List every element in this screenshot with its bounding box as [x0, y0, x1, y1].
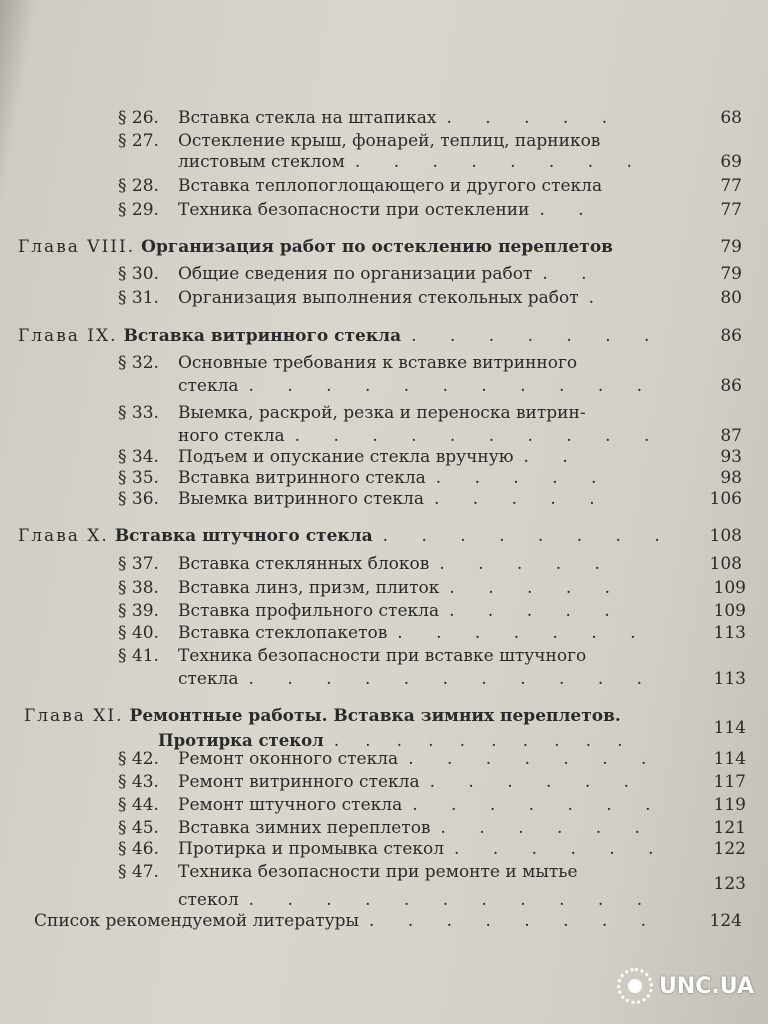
entry-title: Список рекомендуемой литературы — [34, 911, 360, 931]
leader-dots: . . . . . . . . . . — [333, 731, 633, 750]
leader-dots: . . . . . — [449, 601, 624, 621]
entry-title: листовым стеклом — [178, 152, 345, 172]
page-number: 69 — [720, 152, 742, 172]
section-number: § 45. — [118, 818, 159, 838]
entry-title: Выемка витринного стекла — [178, 489, 424, 509]
toc-entry — [118, 771, 643, 793]
page-number: 123 — [713, 874, 746, 894]
leader-dots: . . . . . — [439, 554, 614, 574]
entry-title: Вставка зимних переплетов — [178, 818, 431, 838]
page-number: 77 — [720, 200, 742, 220]
entry-title: Вставка штучного стекла — [114, 526, 373, 546]
leader-dots: . . — [523, 447, 582, 467]
page-number: 109 — [713, 601, 746, 621]
page-number: 77 — [720, 176, 742, 196]
leader-dots: . . . . . . . . . . . — [248, 890, 657, 910]
chapter-entry — [18, 325, 663, 347]
leader-dots: . . . . . — [433, 489, 609, 509]
page-number: 108 — [709, 554, 742, 574]
watermark — [617, 968, 754, 1004]
entry-title: Вставка витринного стекла — [123, 326, 402, 346]
toc-entry — [118, 600, 624, 622]
section-number: § 40. — [118, 623, 159, 643]
entry-title: Организация работ по остеклению переплетов — [141, 237, 613, 257]
toc-entry — [178, 889, 656, 911]
section-number: § 43. — [118, 772, 159, 792]
page-number: 109 — [713, 578, 746, 598]
section-number: § 36. — [118, 489, 159, 509]
page-number: 124 — [709, 911, 742, 931]
toc-entry — [118, 488, 609, 510]
entry-title: Вставка теплопоглощающего и другого стекла — [178, 176, 603, 196]
toc-entry — [178, 151, 646, 173]
section-number: § 38. — [118, 578, 159, 598]
entry-title: стекла — [178, 376, 239, 396]
section-number: § 46. — [118, 839, 159, 859]
section-number: § 30. — [118, 264, 159, 284]
entry-title: Организация выполнения стекольных работ — [178, 288, 579, 308]
leader-dots: . . . . . — [449, 578, 625, 598]
page-number: 68 — [720, 108, 742, 128]
toc-entry — [118, 467, 610, 489]
leader-dots: . . . . . . . — [397, 623, 650, 643]
chapter-label: Глава XI. — [24, 706, 124, 726]
leader-dots: . . . . . . . . — [369, 911, 661, 931]
toc-entry — [118, 402, 586, 424]
page-number: 113 — [713, 669, 746, 689]
toc-entry — [118, 263, 601, 285]
entry-title: стекла — [178, 669, 239, 689]
chapter-label: Глава X. — [18, 526, 109, 546]
chapter-entry — [18, 525, 674, 547]
entry-title: Протирка и промывка стекол — [178, 839, 445, 859]
entry-title: стекол — [178, 890, 239, 910]
toc-entry — [34, 910, 660, 932]
chapter-label: Глава VIII. — [18, 237, 136, 257]
section-number: § 37. — [118, 554, 159, 574]
page-number: 98 — [720, 468, 742, 488]
leader-dots: . . . . . . . — [412, 795, 665, 815]
sun-logo-icon — [617, 968, 653, 1004]
leader-dots: . . . . . — [435, 468, 611, 488]
toc-entry — [118, 817, 654, 839]
entry-title: ного стекла — [178, 426, 285, 446]
section-number: § 33. — [118, 403, 159, 423]
entry-title: Выемка, раскрой, резка и переноска витрин- — [178, 403, 586, 423]
page-number: 106 — [709, 489, 742, 509]
section-number: § 44. — [118, 795, 159, 815]
toc-entry — [178, 668, 656, 690]
page-number: 119 — [713, 795, 746, 815]
leader-dots: . . — [542, 264, 601, 284]
entry-title: Вставка стекла на штапиках — [178, 108, 437, 128]
toc-entry — [118, 446, 582, 468]
toc-entry — [118, 287, 608, 309]
toc-entry — [118, 794, 664, 816]
leader-dots: . . . . . . . . . . — [294, 426, 664, 446]
page-number: 93 — [720, 447, 742, 467]
toc-entry — [178, 425, 663, 447]
page-number: 86 — [720, 376, 742, 396]
section-number: § 47. — [118, 862, 159, 882]
entry-title: Вставка стеклопакетов — [178, 623, 388, 643]
toc-entry — [118, 861, 578, 883]
entry-title: Техника безопасности при вставке штучного — [178, 646, 587, 666]
entry-title: Ремонт оконного стекла — [178, 749, 399, 769]
section-number: § 35. — [118, 468, 159, 488]
page-number: 79 — [720, 264, 742, 284]
leader-dots: . . . . . . . . . . . — [248, 669, 657, 689]
entry-title: Остекление крыш, фонарей, теплиц, парников — [178, 131, 601, 151]
entry-title: Вставка линз, призм, плиток — [178, 578, 440, 598]
section-number: § 28. — [118, 176, 159, 196]
leader-dots: . — [588, 288, 609, 308]
entry-title: Общие сведения по организации работ — [178, 264, 533, 284]
entry-title: Ремонт штучного стекла — [178, 795, 403, 815]
leader-dots: . . . . . — [446, 108, 622, 128]
section-number: § 26. — [118, 108, 159, 128]
toc-entry — [118, 352, 577, 374]
leader-dots: . . . . . . — [440, 818, 654, 838]
entry-title: Ремонт витринного стекла — [178, 772, 420, 792]
toc-entry — [118, 748, 660, 770]
toc-entry — [118, 130, 600, 152]
page-number: 79 — [720, 237, 742, 257]
section-number: § 41. — [118, 646, 159, 666]
chapter-entry — [24, 705, 621, 727]
entry-title: Техника безопасности при остеклении — [178, 200, 530, 220]
leader-dots: . . . . . . . — [408, 749, 661, 769]
entry-title: Вставка стеклянных блоков — [178, 554, 430, 574]
page-number: 80 — [720, 288, 742, 308]
leader-dots: . . . . . . . . — [382, 526, 674, 546]
leader-dots: . . . . . . . . — [354, 152, 646, 172]
page-number: 113 — [713, 623, 746, 643]
entry-title: Вставка витринного стекла — [178, 468, 426, 488]
toc-entry — [118, 577, 624, 599]
page-number: 121 — [713, 818, 746, 838]
section-number: § 32. — [118, 353, 159, 373]
leader-dots: . . — [539, 200, 598, 220]
page-number: 122 — [713, 839, 746, 859]
section-number: § 27. — [118, 131, 159, 151]
entry-title: Основные требования к вставке витринного — [178, 353, 578, 373]
section-number: § 29. — [118, 200, 159, 220]
section-number: § 31. — [118, 288, 159, 308]
toc-entry — [118, 199, 598, 221]
entry-title: Техника безопасности при ремонте и мытье — [178, 862, 578, 882]
section-number: § 42. — [118, 749, 159, 769]
page-number: 108 — [709, 526, 742, 546]
page-number: 87 — [720, 426, 742, 446]
toc-entry — [118, 838, 668, 860]
leader-dots: . . . . . . — [454, 839, 668, 859]
entry-title: Ремонтные работы. Вставка зимних переплетов. — [129, 706, 621, 726]
leader-dots: . . . . . . . . . . . — [248, 376, 657, 396]
toc-entry — [118, 553, 614, 575]
watermark-text: UNC.UA — [659, 973, 754, 999]
page-number: 114 — [713, 718, 746, 738]
toc-entry — [178, 375, 656, 397]
toc-entry — [118, 107, 621, 129]
chapter-entry — [18, 236, 613, 258]
entry-title: Вставка профильного стекла — [178, 601, 440, 621]
page-number: 86 — [720, 326, 742, 346]
entry-title: Протирка стекол — [158, 731, 324, 750]
entry-title: Подъем и опускание стекла вручную — [178, 447, 514, 467]
page-number: 114 — [713, 749, 746, 769]
toc-entry — [118, 645, 586, 667]
page-number: 117 — [713, 772, 746, 792]
section-number: § 34. — [118, 447, 159, 467]
chapter-label: Глава IX. — [18, 326, 118, 346]
toc-entry — [118, 175, 602, 197]
leader-dots: . . . . . . — [429, 772, 644, 792]
section-number: § 39. — [118, 601, 159, 621]
toc-entry — [118, 622, 650, 644]
leader-dots: . . . . . . . — [411, 326, 664, 346]
